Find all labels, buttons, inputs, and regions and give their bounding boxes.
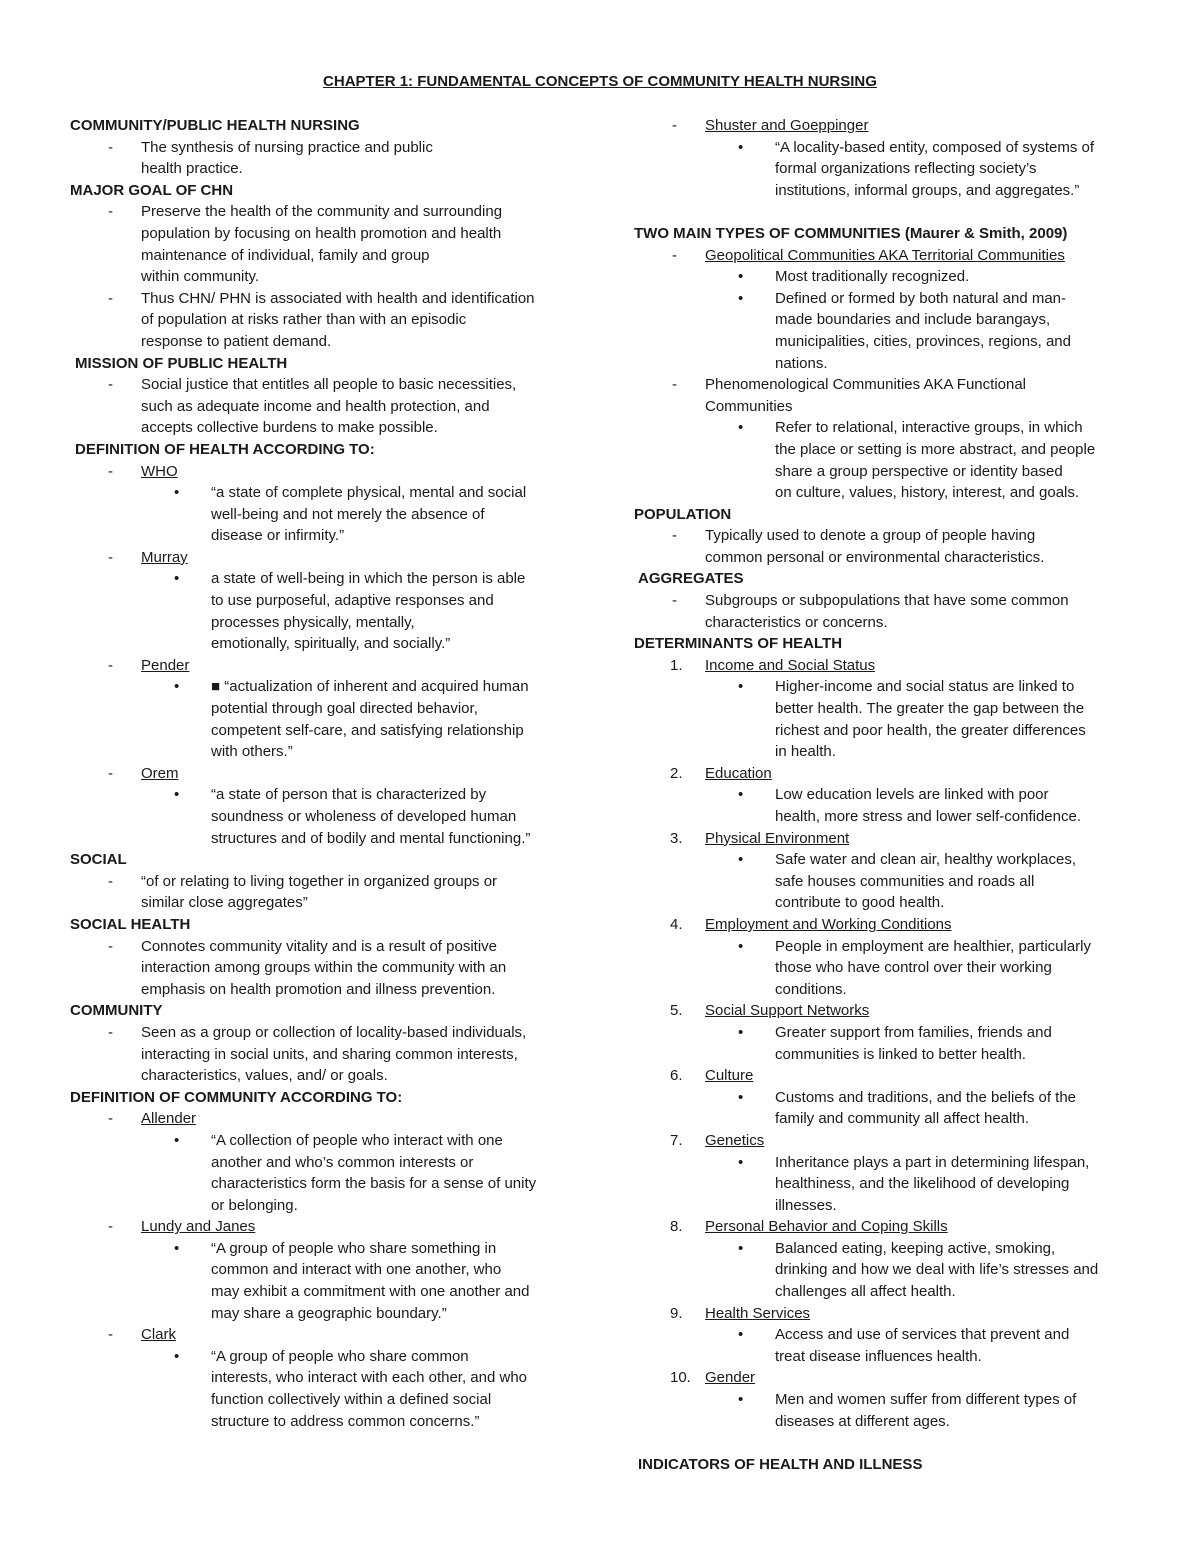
- section-heading: DEFINITION OF HEALTH ACCORDING TO:: [75, 440, 375, 458]
- item-text: “A collection of people who interact with one: [211, 1131, 503, 1149]
- bullet-item-continued: [70, 633, 575, 655]
- dash-item-continued: [70, 331, 575, 353]
- section-heading: SOCIAL HEALTH: [70, 915, 191, 933]
- numbered-item: [634, 1065, 1134, 1087]
- item-text: Subgroups or subpopulations that have some common: [705, 592, 1069, 610]
- item-text: Low education levels are linked with poor: [775, 786, 1049, 804]
- item-number: 6.: [670, 1067, 683, 1085]
- bullet-icon: •: [174, 484, 180, 502]
- bullet-item: [634, 1022, 1134, 1044]
- item-text: Thus CHN/ PHN is associated with health and identification: [141, 289, 535, 307]
- bullet-item: [70, 1130, 575, 1152]
- bullet-item-continued: [70, 828, 575, 850]
- bullet-icon: •: [738, 419, 744, 437]
- item-text: “of or relating to living together in organized groups or: [141, 872, 498, 890]
- dash-item-continued: [634, 612, 1134, 634]
- bullet-icon: •: [738, 268, 744, 286]
- item-text: response to patient demand.: [141, 332, 332, 350]
- item-text: health practice.: [141, 160, 243, 178]
- item-text: “a state of person that is characterized by: [211, 786, 487, 804]
- item-text: richest and poor health, the greater differences: [775, 721, 1086, 739]
- dash-subheading: [70, 1324, 575, 1346]
- item-number: 8.: [670, 1218, 683, 1236]
- item-text: Employment and Working Conditions: [705, 915, 952, 933]
- item-text: Refer to relational, interactive groups, in which: [775, 419, 1083, 437]
- dash-icon: -: [672, 376, 677, 394]
- bullet-item: [70, 482, 575, 504]
- item-text: of population at risks rather than with an episodic: [141, 311, 467, 329]
- item-text: The synthesis of nursing practice and public: [141, 138, 433, 156]
- item-number: 7.: [670, 1131, 683, 1149]
- dash-icon: -: [108, 1218, 113, 1236]
- numbered-item: [634, 1367, 1134, 1389]
- bullet-icon: •: [738, 138, 744, 156]
- bullet-item: [634, 1087, 1134, 1109]
- dash-item-continued: [634, 396, 1134, 418]
- item-text: ■ “actualization of inherent and acquired human: [211, 678, 529, 696]
- item-text: People in employment are healthier, particularly: [775, 937, 1092, 955]
- dash-item: [70, 1022, 575, 1044]
- numbered-item: [634, 1130, 1134, 1152]
- bullet-item-continued: [634, 1044, 1134, 1066]
- dash-item-continued: [70, 158, 575, 180]
- dash-subheading: [634, 115, 1134, 137]
- item-text: maintenance of individual, family and group: [141, 246, 430, 264]
- numbered-item: [634, 1000, 1134, 1022]
- dash-icon: -: [108, 656, 113, 674]
- dash-item-continued: [70, 309, 575, 331]
- item-text: another and who’s common interests or: [211, 1153, 474, 1171]
- bullet-item-continued: [70, 590, 575, 612]
- dash-item-continued: [70, 957, 575, 979]
- dash-icon: -: [108, 548, 113, 566]
- item-text: Genetics: [705, 1131, 765, 1149]
- bullet-icon: •: [738, 851, 744, 869]
- item-text: soundness or wholeness of developed human: [211, 808, 517, 825]
- dash-icon: -: [108, 138, 113, 156]
- bullet-item: [634, 137, 1134, 159]
- bullet-item: [70, 784, 575, 806]
- item-text: institutions, informal groups, and aggregates.”: [775, 181, 1080, 199]
- bullet-item-continued: [70, 720, 575, 742]
- item-text: potential through goal directed behavior,: [211, 700, 478, 718]
- item-number: 1.: [670, 656, 683, 674]
- item-number: 2.: [670, 764, 683, 782]
- section-heading: AGGREGATES: [638, 570, 744, 588]
- item-text: Connotes community vitality and is a result of positive: [141, 937, 497, 955]
- right-column: [634, 115, 1134, 1475]
- bullet-icon: •: [174, 1131, 180, 1149]
- dash-icon: -: [672, 527, 677, 545]
- dash-icon: -: [108, 937, 113, 955]
- item-text: contribute to good health.: [775, 894, 945, 912]
- item-text: Income and Social Status: [705, 656, 876, 674]
- bullet-icon: •: [738, 1088, 744, 1106]
- bullet-item-continued: [70, 698, 575, 720]
- dash-item: [70, 936, 575, 958]
- dash-item-continued: [70, 245, 575, 267]
- bullet-item-continued: [634, 1173, 1134, 1195]
- item-text: Gender: [705, 1369, 756, 1387]
- item-number: 9.: [670, 1304, 683, 1322]
- dash-item-continued: [634, 547, 1134, 569]
- bullet-item: [70, 568, 575, 590]
- bullet-item-continued: [634, 871, 1134, 893]
- bullet-item-continued: [634, 720, 1134, 742]
- bullet-item-continued: [634, 353, 1134, 375]
- bullet-item-continued: [634, 957, 1134, 979]
- bullet-icon: •: [738, 937, 744, 955]
- item-text: Customs and traditions, and the beliefs of the: [775, 1088, 1077, 1106]
- item-text: Murray: [141, 548, 188, 566]
- item-text: safe houses communities and roads all: [775, 872, 1035, 890]
- item-text: “A group of people who share common: [211, 1347, 469, 1365]
- item-text: may share a geographic boundary.”: [211, 1304, 447, 1322]
- bullet-item-continued: [70, 612, 575, 634]
- bullet-item: [70, 1238, 575, 1260]
- bullet-item-continued: [70, 504, 575, 526]
- item-text: on culture, values, history, interest, and goals.: [775, 484, 1080, 502]
- item-text: Geopolitical Communities AKA Territorial Communities: [705, 246, 1065, 264]
- spacer: [634, 201, 1134, 223]
- item-text: “A locality-based entity, composed of systems of: [775, 138, 1095, 156]
- dash-item: [634, 590, 1134, 612]
- section-heading: MAJOR GOAL OF CHN: [70, 181, 234, 199]
- dash-subheading: [70, 461, 575, 483]
- numbered-item: [634, 914, 1134, 936]
- bullet-item-continued: [70, 1259, 575, 1281]
- item-text: Men and women suffer from different types of: [775, 1391, 1077, 1409]
- dash-icon: -: [108, 1023, 113, 1041]
- dash-item: [70, 374, 575, 396]
- bullet-item: [634, 1389, 1134, 1411]
- numbered-item: [634, 655, 1134, 677]
- item-text: drinking and how we deal with life’s stresses and: [775, 1261, 1099, 1279]
- item-text: Higher-income and social status are linked to: [775, 678, 1075, 696]
- item-text: formal organizations reflecting society’s: [775, 160, 1037, 178]
- numbered-item: [634, 1303, 1134, 1325]
- bullet-item-continued: [634, 461, 1134, 483]
- section-heading: COMMUNITY: [70, 1002, 163, 1020]
- bullet-item-continued: [634, 439, 1134, 461]
- bullet-icon: •: [738, 678, 744, 696]
- item-text: Balanced eating, keeping active, smoking,: [775, 1239, 1056, 1257]
- item-text: illnesses.: [775, 1196, 837, 1214]
- bullet-item-continued: [634, 180, 1134, 202]
- dash-icon: -: [108, 289, 113, 307]
- item-number: 4.: [670, 915, 683, 933]
- section-heading: POPULATION: [634, 505, 732, 523]
- item-text: competent self-care, and satisfying relationship: [211, 721, 524, 739]
- item-text: Pender: [141, 656, 190, 674]
- item-text: interacting in social units, and sharing common interests,: [141, 1045, 518, 1063]
- dash-subheading: [70, 547, 575, 569]
- item-text: made boundaries and include barangays,: [775, 311, 1051, 329]
- item-text: Inheritance plays a part in determining lifespan,: [775, 1153, 1090, 1171]
- item-text: better health. The greater the gap between the: [775, 700, 1085, 718]
- item-text: Lundy and Janes: [141, 1218, 256, 1236]
- dash-item-continued: [70, 979, 575, 1001]
- section-heading: DETERMINANTS OF HEALTH: [634, 635, 843, 653]
- item-text: communities is linked to better health.: [775, 1045, 1026, 1063]
- dash-icon: -: [672, 592, 677, 610]
- dash-subheading: [70, 763, 575, 785]
- bullet-icon: •: [174, 786, 180, 804]
- bullet-item-continued: [70, 1281, 575, 1303]
- item-number: 10.: [670, 1369, 691, 1387]
- item-text: Orem: [141, 764, 179, 782]
- item-text: Safe water and clean air, healthy workplaces,: [775, 851, 1077, 869]
- bullet-item: [634, 288, 1134, 310]
- bullet-item-continued: [634, 482, 1134, 504]
- bullet-item: [634, 266, 1134, 288]
- item-text: emphasis on health promotion and illness prevention.: [141, 980, 496, 998]
- item-text: Seen as a group or collection of locality-based individuals,: [141, 1023, 527, 1041]
- item-text: may exhibit a commitment with one another and: [211, 1283, 530, 1301]
- item-text: characteristics form the basis for a sense of unity: [211, 1175, 537, 1193]
- item-text: disease or infirmity.”: [211, 527, 345, 545]
- item-text: population by focusing on health promotion and health: [141, 224, 502, 242]
- spacer: [634, 1432, 1134, 1454]
- bullet-item: [634, 1238, 1134, 1260]
- item-text: within community.: [141, 268, 260, 286]
- bullet-item-continued: [634, 698, 1134, 720]
- bullet-item: [634, 936, 1134, 958]
- item-text: Clark: [141, 1326, 177, 1344]
- dash-subheading: [70, 1216, 575, 1238]
- dash-item: [70, 137, 575, 159]
- dash-icon: -: [108, 872, 113, 890]
- item-text: treat disease influences health.: [775, 1347, 982, 1365]
- dash-item-continued: [70, 1044, 575, 1066]
- section-heading: INDICATORS OF HEALTH AND ILLNESS: [638, 1455, 923, 1473]
- dash-icon: -: [108, 376, 113, 394]
- item-text: diseases at different ages.: [775, 1412, 950, 1430]
- dash-subheading: [70, 655, 575, 677]
- bullet-item-continued: [70, 806, 575, 828]
- bullet-item-continued: [634, 979, 1134, 1001]
- item-text: common personal or environmental characteristics.: [705, 548, 1045, 566]
- dash-icon: -: [108, 203, 113, 221]
- dash-item: [70, 288, 575, 310]
- item-text: conditions.: [775, 980, 847, 998]
- item-text: processes physically, mentally,: [211, 613, 415, 631]
- bullet-icon: •: [738, 1326, 744, 1344]
- item-text: Social justice that entitles all people to basic necessities,: [141, 376, 517, 394]
- item-text: Communities: [705, 397, 793, 415]
- item-text: Greater support from families, friends and: [775, 1023, 1052, 1041]
- bullet-item-continued: [70, 1367, 575, 1389]
- item-text: structure to address common concerns.”: [211, 1412, 480, 1430]
- bullet-item-continued: [70, 1152, 575, 1174]
- bullet-item-continued: [634, 158, 1134, 180]
- item-text: structures and of bodily and mental functioning.”: [211, 829, 531, 847]
- item-number: 5.: [670, 1002, 683, 1020]
- item-text: Health Services: [705, 1304, 811, 1322]
- item-text: Social Support Networks: [705, 1002, 870, 1020]
- item-text: share a group perspective or identity based: [775, 462, 1063, 480]
- item-text: Defined or formed by both natural and man-: [775, 289, 1066, 307]
- item-text: Preserve the health of the community and surrounding: [141, 203, 503, 221]
- item-text: characteristics, values, and/ or goals.: [141, 1067, 388, 1085]
- bullet-icon: •: [738, 786, 744, 804]
- bullet-item-continued: [70, 1411, 575, 1433]
- item-text: to use purposeful, adaptive responses and: [211, 592, 494, 610]
- item-text: interests, who interact with each other, and who: [211, 1369, 528, 1387]
- dash-item-continued: [70, 266, 575, 288]
- item-text: challenges all affect health.: [775, 1283, 956, 1301]
- item-text: WHO: [141, 462, 178, 480]
- bullet-item: [634, 676, 1134, 698]
- bullet-icon: •: [738, 1023, 744, 1041]
- bullet-item-continued: [70, 741, 575, 763]
- bullet-item: [634, 1324, 1134, 1346]
- bullet-item-continued: [70, 1303, 575, 1325]
- bullet-item-continued: [634, 1195, 1134, 1217]
- item-text: a state of well-being in which the person is able: [211, 570, 526, 588]
- item-text: Culture: [705, 1067, 754, 1085]
- item-text: health, more stress and lower self-confidence.: [775, 808, 1081, 825]
- section-heading: COMMUNITY/PUBLIC HEALTH NURSING: [70, 117, 360, 134]
- bullet-item-continued: [634, 331, 1134, 353]
- item-text: healthiness, and the likelihood of developing: [775, 1175, 1070, 1193]
- dash-item-continued: [70, 892, 575, 914]
- item-text: emotionally, spiritually, and socially.”: [211, 635, 451, 653]
- bullet-icon: •: [738, 1239, 744, 1257]
- numbered-item: [634, 828, 1134, 850]
- item-text: Allender: [141, 1110, 197, 1128]
- dash-item-continued: [70, 396, 575, 418]
- item-text: the place or setting is more abstract, and people: [775, 440, 1096, 458]
- item-number: 3.: [670, 829, 683, 847]
- left-column: [70, 115, 575, 1432]
- dash-item-continued: [70, 223, 575, 245]
- page-title: CHAPTER 1: FUNDAMENTAL CONCEPTS OF COMMUNITY HEALTH NURSING: [323, 73, 877, 90]
- item-text: Access and use of services that prevent and: [775, 1326, 1070, 1344]
- dash-icon: -: [672, 246, 677, 264]
- bullet-item-continued: [634, 741, 1134, 763]
- bullet-item-continued: [70, 1195, 575, 1217]
- item-text: similar close aggregates”: [141, 894, 308, 912]
- numbered-item: [634, 1216, 1134, 1238]
- item-text: common and interact with one another, who: [211, 1261, 502, 1279]
- item-text: family and community all affect health.: [775, 1110, 1030, 1128]
- item-text: Education: [705, 764, 772, 782]
- item-text: nations.: [775, 354, 828, 372]
- dash-item: [70, 201, 575, 223]
- item-text: Most traditionally recognized.: [775, 268, 970, 286]
- dash-item: [634, 374, 1134, 396]
- section-heading: MISSION OF PUBLIC HEALTH: [75, 354, 288, 372]
- item-text: those who have control over their working: [775, 959, 1052, 977]
- bullet-icon: •: [738, 289, 744, 307]
- bullet-item-continued: [634, 1108, 1134, 1130]
- dash-item: [634, 525, 1134, 547]
- bullet-item-continued: [634, 1281, 1134, 1303]
- bullet-item-continued: [634, 1259, 1134, 1281]
- section-heading: TWO MAIN TYPES OF COMMUNITIES (Maurer & Smith, 2009): [634, 224, 1068, 242]
- bullet-item: [634, 417, 1134, 439]
- item-text: “A group of people who share something in: [211, 1239, 497, 1257]
- bullet-item-continued: [634, 309, 1134, 331]
- item-text: Shuster and Goeppinger: [705, 117, 869, 134]
- bullet-item: [634, 849, 1134, 871]
- bullet-item-continued: [634, 1346, 1134, 1368]
- item-text: “a state of complete physical, mental and social: [211, 484, 527, 502]
- item-text: Personal Behavior and Coping Skills: [705, 1218, 948, 1236]
- bullet-icon: •: [174, 1347, 180, 1365]
- item-text: in health.: [775, 743, 836, 761]
- section-heading: DEFINITION OF COMMUNITY ACCORDING TO:: [70, 1088, 403, 1106]
- item-text: interaction among groups within the community with an: [141, 959, 507, 977]
- dash-icon: -: [108, 1326, 113, 1344]
- bullet-item-continued: [70, 1389, 575, 1411]
- item-text: function collectively within a defined social: [211, 1391, 492, 1409]
- bullet-icon: •: [174, 678, 180, 696]
- bullet-icon: •: [174, 1239, 180, 1257]
- bullet-icon: •: [738, 1391, 744, 1409]
- bullet-icon: •: [174, 570, 180, 588]
- dash-icon: -: [672, 117, 677, 134]
- bullet-item-continued: [70, 1173, 575, 1195]
- item-text: characteristics or concerns.: [705, 613, 888, 631]
- item-text: with others.”: [211, 743, 293, 761]
- item-text: well-being and not merely the absence of: [211, 505, 485, 523]
- dash-icon: -: [108, 764, 113, 782]
- item-text: or belonging.: [211, 1196, 298, 1214]
- section-heading: SOCIAL: [70, 851, 127, 869]
- dash-icon: -: [108, 1110, 113, 1128]
- bullet-item: [634, 1152, 1134, 1174]
- dash-subheading: [634, 245, 1134, 267]
- numbered-item: [634, 763, 1134, 785]
- bullet-item-continued: [634, 892, 1134, 914]
- bullet-item: [70, 1346, 575, 1368]
- bullet-item-continued: [70, 525, 575, 547]
- item-text: Phenomenological Communities AKA Functional: [705, 376, 1027, 394]
- dash-icon: -: [108, 462, 113, 480]
- dash-subheading: [70, 1108, 575, 1130]
- dash-item-continued: [70, 417, 575, 439]
- dash-item: [70, 871, 575, 893]
- dash-item-continued: [70, 1065, 575, 1087]
- item-text: Typically used to denote a group of people having: [705, 527, 1036, 545]
- item-text: such as adequate income and health protection, and: [141, 397, 490, 415]
- bullet-item: [70, 676, 575, 698]
- bullet-item-continued: [634, 1411, 1134, 1433]
- item-text: Physical Environment: [705, 829, 850, 847]
- bullet-item-continued: [634, 806, 1134, 828]
- bullet-icon: •: [738, 1153, 744, 1171]
- bullet-item: [634, 784, 1134, 806]
- item-text: accepts collective burdens to make possible.: [141, 419, 438, 437]
- item-text: municipalities, cities, provinces, regions, and: [775, 332, 1071, 350]
